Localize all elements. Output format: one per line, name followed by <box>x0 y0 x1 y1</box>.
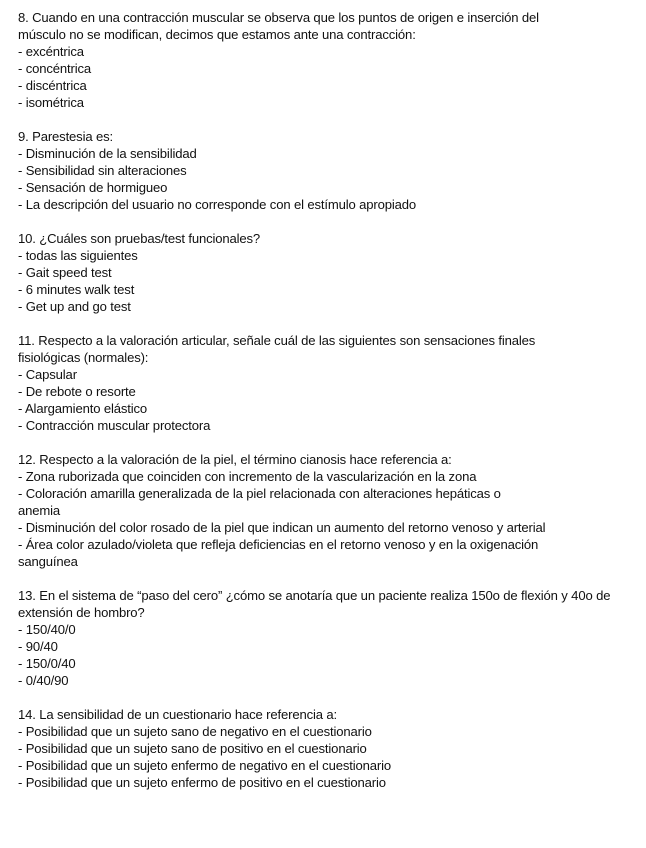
option: - La descripción del usuario no corresponde con el estímulo apropiado <box>18 197 416 212</box>
option: - Disminución de la sensibilidad <box>18 146 197 161</box>
option: - Posibilidad que un sujeto enfermo de positivo en el cuestionario <box>18 775 386 790</box>
option: - Posibilidad que un sujeto enfermo de negativo en el cuestionario <box>18 758 391 773</box>
question-10 <box>18 230 628 315</box>
question-14 <box>18 706 628 791</box>
question-8 <box>18 9 628 111</box>
question-9 <box>18 128 628 213</box>
options-list <box>18 247 628 315</box>
option: - Alargamiento elástico <box>18 401 148 416</box>
option: - excéntrica <box>18 44 84 59</box>
options-list <box>18 145 628 213</box>
option: - Get up and go test <box>18 299 131 314</box>
option: - isométrica <box>18 95 84 110</box>
option: - Sensibilidad sin alteraciones <box>18 163 187 178</box>
document-page <box>18 9 628 808</box>
question-text: 10. ¿Cuáles son pruebas/test funcionales? <box>18 231 261 246</box>
option: - todas las siguientes <box>18 248 138 263</box>
option: - Coloración amarilla generalizada de la piel relacionada con alteraciones hepáticas o anemia <box>18 486 501 518</box>
option: - Área color azulado/violeta que refleja deficiencias en el retorno venoso y en la oxigenación sanguínea <box>18 537 539 569</box>
question-text: 9. Parestesia es: <box>18 129 113 144</box>
option: - Disminución del color rosado de la piel que indican un aumento del retorno venoso y arterial <box>18 520 546 535</box>
option: - discéntrica <box>18 78 87 93</box>
option: - 90/40 <box>18 639 58 654</box>
question-12 <box>18 451 628 570</box>
options-list <box>18 468 628 570</box>
options-list <box>18 621 628 689</box>
option: - Posibilidad que un sujeto sano de positivo en el cuestionario <box>18 741 367 756</box>
question-text: 12. Respecto a la valoración de la piel, el término cianosis hace referencia a: <box>18 452 452 467</box>
option: - Gait speed test <box>18 265 112 280</box>
option: - 150/40/0 <box>18 622 76 637</box>
question-text: 13. En el sistema de “paso del cero” ¿cómo se anotaría que un paciente realiza 150o de flexión y 40o de extensión de hombro? <box>18 588 611 620</box>
option: - Capsular <box>18 367 77 382</box>
option: - 0/40/90 <box>18 673 69 688</box>
options-list <box>18 366 628 434</box>
option: - 6 minutes walk test <box>18 282 135 297</box>
option: - Zona ruborizada que coinciden con incremento de la vascularización en la zona <box>18 469 477 484</box>
option: - De rebote o resorte <box>18 384 136 399</box>
option: - Sensación de hormigueo <box>18 180 168 195</box>
question-11 <box>18 332 628 434</box>
question-text: 11. Respecto a la valoración articular, señale cuál de las siguientes son sensaciones finales fisiológicas (normales): <box>18 333 536 365</box>
option: - concéntrica <box>18 61 92 76</box>
question-text: 14. La sensibilidad de un cuestionario hace referencia a: <box>18 707 338 722</box>
option: - Contracción muscular protectora <box>18 418 211 433</box>
question-text: 8. Cuando en una contracción muscular se observa que los puntos de origen e inserción del músculo no se modifican, decimos que estamos ante una contracción: <box>18 10 539 42</box>
options-list <box>18 723 628 791</box>
question-13 <box>18 587 628 689</box>
option: - Posibilidad que un sujeto sano de negativo en el cuestionario <box>18 724 372 739</box>
options-list <box>18 43 628 111</box>
option: - 150/0/40 <box>18 656 76 671</box>
